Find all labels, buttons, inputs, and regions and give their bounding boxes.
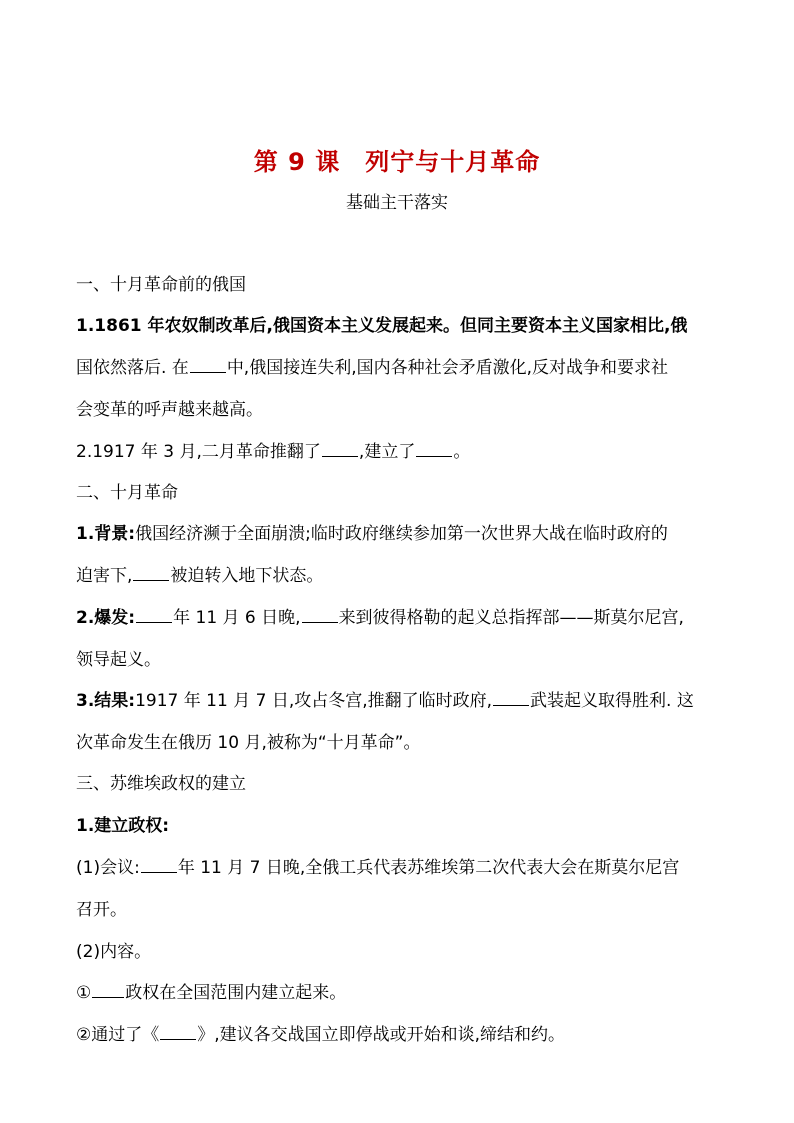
- para-text: 被迫转入地下状态。: [170, 566, 324, 586]
- paragraph-line: [76, 856, 724, 880]
- paragraph-line: 次革命发生在俄历 10 月,被称为“十月革命”。: [76, 733, 421, 753]
- fill-blank[interactable]: [133, 564, 169, 581]
- sub-heading: 1.建立政权:: [76, 816, 170, 836]
- paragraph-line: [76, 981, 724, 1005]
- paragraph-line: 召开。: [76, 900, 127, 920]
- para-text: 1917 年 11 月 7 日,攻占冬宫,推翻了临时政府,: [135, 691, 493, 711]
- fill-blank[interactable]: [493, 689, 529, 706]
- para-text: 》,建议各交战国立即停战或开始和谈,缔结和约。: [197, 1025, 566, 1045]
- para-text: ②通过了《: [76, 1025, 160, 1045]
- fill-blank[interactable]: [322, 440, 358, 457]
- fill-blank[interactable]: [416, 440, 452, 457]
- para-text: ①: [76, 983, 92, 1003]
- para-text: 年 11 月 7 日晚,全俄工兵代表苏维埃第二次代表大会在斯莫尔尼宫: [177, 858, 680, 878]
- fill-blank[interactable]: [141, 856, 177, 873]
- para-text: 年 11 月 6 日晚,: [173, 608, 301, 628]
- item-label: 2.爆发:: [76, 608, 136, 628]
- section-heading-1: 一、十月革命前的俄国: [76, 275, 246, 295]
- para-text: 来到彼得格勒的起义总指挥部——斯莫尔尼宫,: [338, 608, 684, 628]
- para-text: 武装起义取得胜利. 这: [530, 691, 694, 711]
- fill-blank[interactable]: [302, 606, 338, 623]
- fill-blank[interactable]: [92, 981, 124, 998]
- paragraph-line: 会变革的呼声越来越高。: [76, 400, 263, 420]
- section-heading-2: 二、十月革命: [76, 483, 178, 503]
- paragraph-line: [76, 689, 724, 713]
- paragraph-line: 领导起义。: [76, 650, 161, 670]
- para-text: 2.1917 年 3 月,二月革命推翻了: [76, 442, 321, 462]
- paragraph-line: [76, 564, 724, 588]
- fill-blank[interactable]: [190, 356, 226, 373]
- paragraph-line: [76, 314, 724, 338]
- item-label: 3.结果:: [76, 691, 136, 711]
- paragraph-line: [76, 356, 724, 380]
- para-text: 1.1861 年农奴制改革后,俄国资本主义发展起来。但同主要资本主义国家相比,俄: [76, 316, 688, 336]
- section-heading-3: 三、苏维埃政权的建立: [76, 774, 246, 794]
- fill-blank[interactable]: [136, 606, 172, 623]
- item-label: 1.背景:: [76, 524, 136, 544]
- para-text: 迫害下,: [76, 566, 133, 586]
- fill-blank[interactable]: [160, 1023, 196, 1040]
- para-text: ,建立了: [358, 442, 416, 462]
- para-text: (1)会议:: [76, 858, 140, 878]
- para-text: 俄国经济濒于全面崩溃;临时政府继续参加第一次世界大战在临时政府的: [135, 524, 668, 544]
- paragraph-line: (2)内容。: [76, 942, 152, 962]
- para-text: 国依然落后. 在: [76, 358, 189, 378]
- para-text: 。: [453, 442, 471, 462]
- paragraph-line: [76, 440, 724, 464]
- paragraph-line: [76, 522, 724, 546]
- para-text: 政权在全国范围内建立起来。: [125, 983, 347, 1003]
- paragraph-line: [76, 606, 724, 630]
- page-subtitle: 基础主干落实: [346, 193, 448, 213]
- para-text: 中,俄国接连失利,国内各种社会矛盾激化,反对战争和要求社: [226, 358, 669, 378]
- page-title: 第 9 课 列宁与十月革命: [253, 148, 541, 176]
- paragraph-line: [76, 1023, 724, 1047]
